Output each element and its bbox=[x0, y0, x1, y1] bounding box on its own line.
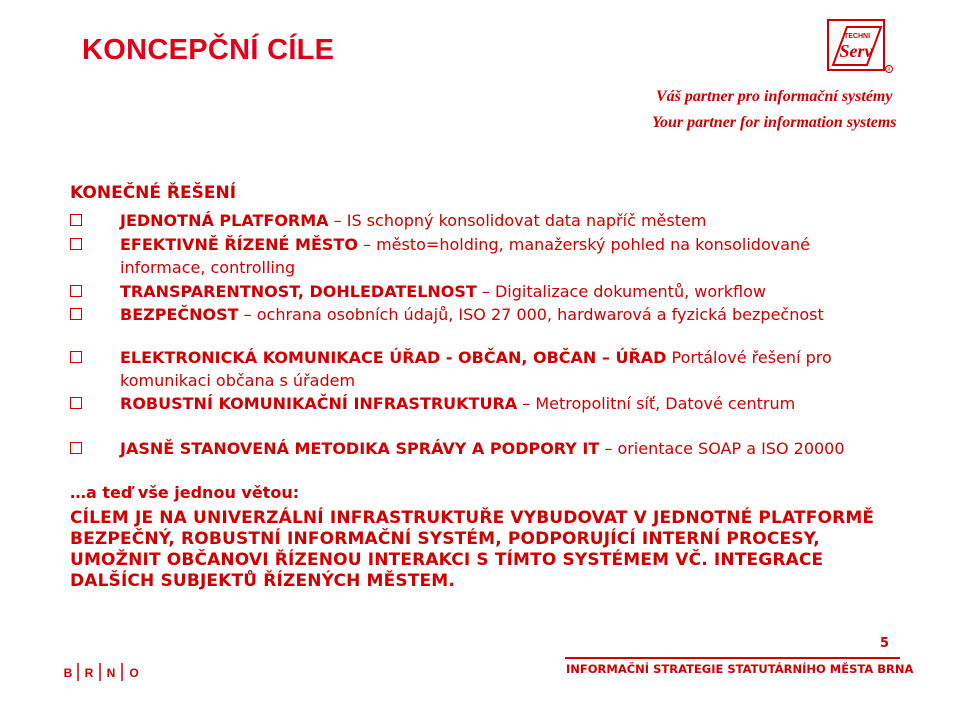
svg-text:Serv: Serv bbox=[839, 41, 873, 61]
item-highlight: ELEKTRONICKÁ KOMUNIKACE ÚŘAD - OBČAN, OBČAN – ÚŘAD bbox=[120, 348, 667, 367]
item-highlight: EFEKTIVNĚ ŘÍZENÉ MĚSTO bbox=[120, 235, 358, 254]
svg-text:TECHNI: TECHNI bbox=[843, 33, 871, 40]
checkbox-bullet-icon bbox=[70, 214, 82, 226]
checkbox-bullet-icon bbox=[70, 351, 82, 363]
footer-divider bbox=[565, 657, 900, 659]
section-heading: KONEČNÉ ŘEŠENÍ bbox=[70, 183, 237, 203]
item-highlight: ROBUSTNÍ KOMUNIKAČNÍ INFRASTRUKTURA bbox=[120, 394, 518, 413]
list-item bbox=[70, 437, 890, 460]
brno-letter-b: B bbox=[63, 666, 73, 680]
item-description: – Metropolitní síť, Datové centrum bbox=[517, 394, 796, 413]
tagline-en: Your partner for information systems bbox=[652, 114, 897, 131]
list-item bbox=[70, 233, 890, 279]
list-item bbox=[70, 280, 890, 303]
svg-text:R: R bbox=[887, 68, 891, 73]
item-description: – orientace SOAP a ISO 20000 bbox=[599, 439, 845, 458]
checkbox-bullet-icon bbox=[70, 442, 82, 454]
page-number: 5 bbox=[880, 636, 890, 651]
list-item bbox=[70, 303, 890, 326]
checkbox-bullet-icon bbox=[70, 238, 82, 250]
techniserv-logo bbox=[827, 19, 897, 77]
list-item bbox=[70, 392, 890, 415]
item-highlight: BEZPEČNOST bbox=[120, 305, 239, 324]
checkbox-bullet-icon bbox=[70, 285, 82, 297]
item-highlight: TRANSPARENTNOST, DOHLEDATELNOST bbox=[120, 282, 477, 301]
item-description: – ochrana osobních údajů, ISO 27 000, hardwarová a fyzická bezpečnost bbox=[238, 305, 824, 324]
page-title: KONCEPČNÍ CÍLE bbox=[82, 34, 335, 66]
list-item bbox=[70, 209, 890, 232]
item-highlight: JEDNOTNÁ PLATFORMA bbox=[120, 211, 329, 230]
list-item bbox=[70, 346, 890, 392]
checkbox-bullet-icon bbox=[70, 308, 82, 320]
continuation-text: …a teď vše jednou větou: bbox=[70, 483, 300, 502]
item-description: – město=holding, manažerský pohled na konsolidované informace, controlling bbox=[120, 235, 811, 277]
checkbox-bullet-icon bbox=[70, 397, 82, 409]
item-description: Portálové řešení pro komunikaci občana s úřadem bbox=[120, 348, 832, 390]
conclusion-text: CÍLEM JE NA UNIVERZÁLNÍ INFRASTRUKTUŘE VYBUDOVAT V JEDNOTNÉ PLATFORMĚ BEZPEČNÝ, ROBUSTNÍ INFORMAČNÍ SYSTÉM, PODPORUJÍCÍ INTERNÍ PROCESY, UMOŽNIT OBČANOVI ŘÍZENOU INTERAKCI S TÍMTO SYSTÉMEM VČ. INTEGRACE DALŠÍCH SUBJEKTŮ ŘÍZENÝCH MĚSTEM. bbox=[70, 508, 875, 591]
tagline-cz: Váš partner pro informační systémy bbox=[656, 88, 893, 105]
brno-logo bbox=[50, 641, 162, 703]
brno-letter-r: R bbox=[84, 666, 94, 680]
item-description: – IS schopný konsolidovat data napříč městem bbox=[328, 211, 707, 230]
footer-text: INFORMAČNÍ STRATEGIE STATUTÁRNÍHO MĚSTA BRNA bbox=[566, 662, 914, 676]
item-highlight: JASNĚ STANOVENÁ METODIKA SPRÁVY A PODPORY IT bbox=[120, 439, 600, 458]
item-description: – Digitalizace dokumentů, workflow bbox=[476, 282, 766, 301]
brno-letter-n: N bbox=[106, 666, 116, 680]
brno-letter-o: O bbox=[129, 666, 139, 680]
